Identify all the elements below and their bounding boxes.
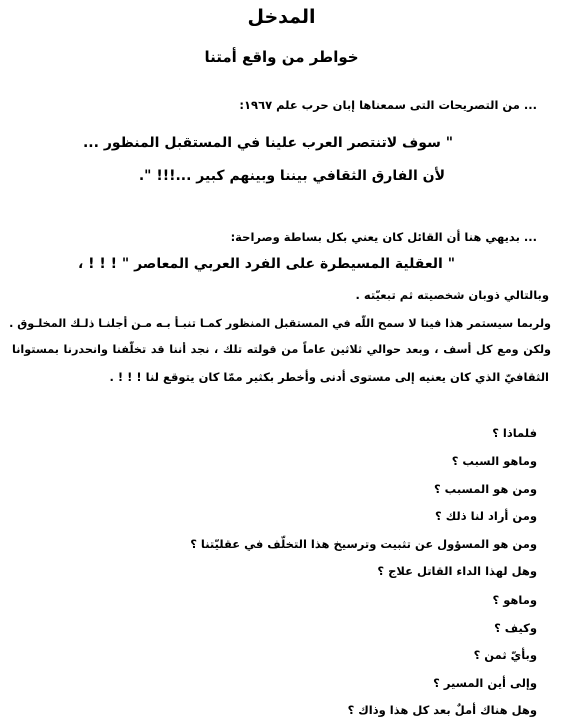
question-item: ومن هو المسبب ؟ — [433, 482, 537, 496]
intro-lead: ... من التصريحات التى سمعناها إبان حرب علم ١٩٦٧: — [239, 98, 537, 112]
question-item: فلماذا ؟ — [492, 426, 537, 440]
question-item: ومن هو المسؤول عن تثبيت وترسيخ هذا التخلّف في عقليّتنا ؟ — [190, 537, 537, 551]
body-paragraph-2: ولربما سيستمر هذا فينا لا سمح اللّه في المستقبل المنظور كمـا تنبـأ بـه مـن أجلنـا ذلـك المخلـوق . — [9, 317, 551, 330]
body-paragraph-1: وبالتالي ذوبان شخصيته ثم تبعيّته . — [355, 288, 549, 302]
body-lead: ... بديهي هنا أن القائل كان يعني بكل بساطة وصراحة: — [230, 230, 537, 244]
body-paragraph-4: الثقافيّ الذي كان يعنيه إلى مستوى أدنى وأخطر بكثير ممّا كان يتوقع لنا ! ! ! . — [109, 370, 549, 384]
question-item: وإلى أين المسير ؟ — [433, 676, 537, 690]
page-title: المدخل — [247, 6, 316, 28]
body-paragraph-3: ولكن ومع كل أسف ، وبعد حوالي ثلاثين عاماً من قولته تلك ، نجد أننا قد تخلّفنا وانحدرنا بمستوانا — [12, 343, 551, 356]
question-item: ومن أراد لنا ذلك ؟ — [435, 509, 537, 523]
question-item: وهل لهذا الداء القاتل علاج ؟ — [377, 564, 537, 578]
question-item: وماهو السبب ؟ — [451, 454, 537, 468]
question-item: وهل هناك أملٌ بعد كل هذا وذاك ؟ — [347, 703, 537, 717]
question-item: وكيف ؟ — [494, 621, 537, 635]
intro-quote-line-2: لأن الفارق الثقافي بيننا وبينهم كبير ...!!! ". — [138, 168, 445, 184]
question-item: وبأيّ ثمن ؟ — [473, 648, 537, 662]
page-subtitle: خواطر من واقع أمتنا — [204, 48, 359, 66]
body-quote: " العقلية المسيطرة على الفرد العربي المعاصر " ! ! ! ، — [77, 256, 455, 272]
intro-quote-line-1: " سوف لاتنتصر العرب علينا في المستقبل المنظور ... — [82, 135, 453, 151]
question-item: وماهو ؟ — [492, 593, 537, 607]
